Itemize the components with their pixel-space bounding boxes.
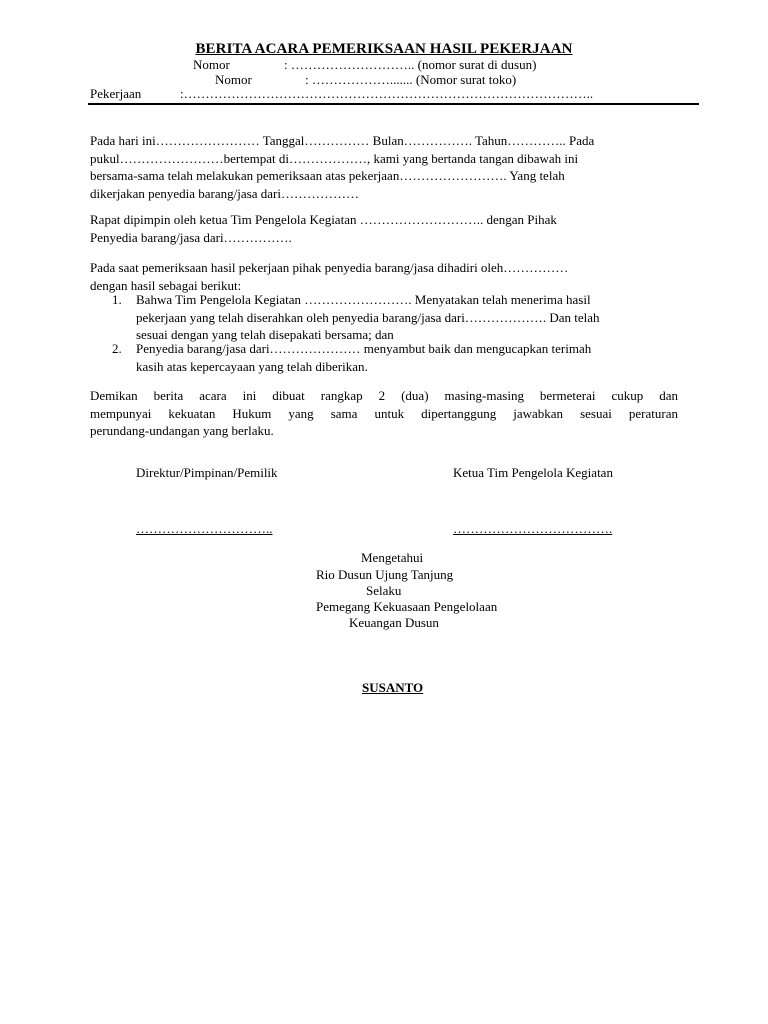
signature-title-right: Ketua Tim Pengelola Kegiatan — [453, 465, 613, 480]
signature-line-right: ………………………………. — [453, 521, 613, 536]
paragraph-line: Pada saat pemeriksaan hasil pekerjaan pihak penyedia barang/jasa dihadiri oleh…………… — [90, 260, 569, 275]
signature-title-left: Direktur/Pimpinan/Pemilik — [136, 465, 278, 480]
list-item-1 — [136, 291, 676, 344]
list-number-2: 2. — [112, 341, 122, 356]
paragraph-line: Demikan berita acara ini dibuat rangkap 2 (dua) masing-masing bermeterai cukup dan — [90, 388, 678, 403]
list-number-1: 1. — [112, 292, 122, 307]
paragraph-line: pukul……………………bertempat di………………, kami yang bertanda tangan dibawah ini — [90, 150, 579, 166]
signature-line-left: ………………………….. — [136, 521, 273, 536]
nomor-label-1: Nomor — [193, 57, 230, 72]
pekerjaan-label: Pekerjaan — [90, 86, 142, 101]
list-item-line: Penyedia barang/jasa dari………………… menyambut baik dan mengucapkan terimah — [136, 341, 592, 356]
approval-mengetahui: Mengetahui — [361, 550, 424, 565]
approval-selaku: Selaku — [366, 583, 402, 598]
approver-name: SUSANTO — [362, 680, 424, 695]
paragraph-line: dikerjakan penyedia barang/jasa dari……………… — [90, 185, 359, 201]
paragraph-line: dengan hasil sebagai berikut: — [90, 277, 242, 293]
paragraph-line: mempunyai kekuatan Hukum yang sama untuk dipertanggung jawabkan sesuai peraturan — [90, 405, 678, 421]
paragraph-line: Pada hari ini…………………… Tanggal…………… Bulan……………. Tahun………….. Pada — [90, 133, 595, 148]
pekerjaan-value: :………………………………………………………………………………….. — [180, 86, 594, 101]
paragraph-meeting — [90, 211, 678, 246]
approval-pemegang: Pemegang Kekuasaan Pengelolaan — [316, 599, 498, 614]
header-divider — [88, 103, 699, 105]
list-item-2 — [136, 340, 676, 375]
paragraph-line: perundang-undangan yang berlaku. — [90, 423, 274, 438]
list-item-line: Bahwa Tim Pengelola Kegiatan ……………………. Menyatakan telah menerima hasil — [136, 292, 591, 307]
nomor-label-2: Nomor — [215, 72, 252, 87]
paragraph-line: Rapat dipimpin oleh ketua Tim Pengelola Kegiatan ……………………….. dengan Pihak — [90, 212, 557, 227]
list-item-line: pekerjaan yang telah diserahkan oleh penyedia barang/jasa dari………………. Dan telah — [136, 309, 600, 325]
nomor-value-1: : ……………………….. (nomor surat di dusun) — [284, 57, 537, 72]
nomor-value-2: : ………………....... (Nomor surat toko) — [305, 72, 517, 87]
paragraph-line: Penyedia barang/jasa dari……………. — [90, 229, 292, 245]
approval-role: Rio Dusun Ujung Tanjung — [316, 567, 454, 582]
paragraph-line: bersama-sama telah melakukan pemeriksaan atas pekerjaan……………………. Yang telah — [90, 168, 565, 183]
paragraph-closing — [90, 387, 678, 440]
list-item-line: kasih atas kepercayaan yang telah diberikan. — [136, 358, 368, 374]
document-title: BERITA ACARA PEMERIKSAAN HASIL PEKERJAAN — [195, 41, 573, 57]
paragraph-opening — [90, 132, 678, 202]
paragraph-inspection — [90, 259, 678, 294]
list-item-line: sesuai dengan yang telah disepakati bersama; dan — [136, 327, 394, 342]
approval-keuangan: Keuangan Dusun — [349, 615, 439, 630]
